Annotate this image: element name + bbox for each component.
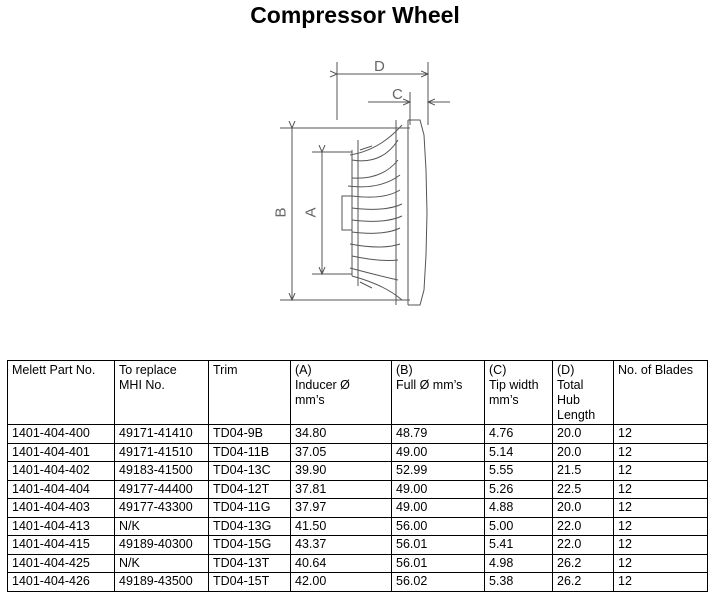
table-cell: TD04-13T <box>209 554 291 573</box>
table-row <box>8 554 708 573</box>
table-cell: 26.2 <box>553 573 614 592</box>
column-header-line: Length <box>557 408 596 422</box>
column-header <box>209 361 291 425</box>
table-cell: 1401-404-404 <box>8 480 115 499</box>
table-cell: 12 <box>614 536 708 555</box>
column-header-line: To replace <box>119 363 177 377</box>
table-cell: 12 <box>614 462 708 481</box>
table-cell: 20.0 <box>553 499 614 518</box>
table-cell: 22.0 <box>553 517 614 536</box>
table-row <box>8 536 708 555</box>
column-header-line: Melett Part No. <box>12 363 96 377</box>
column-header-line: Full Ø mm’s <box>396 378 463 392</box>
table-cell: 56.01 <box>392 554 485 573</box>
column-header <box>115 361 209 425</box>
table-cell: 37.97 <box>291 499 392 518</box>
table-cell: N/K <box>115 517 209 536</box>
table-cell: 22.5 <box>553 480 614 499</box>
column-header-line: (A) <box>295 363 312 377</box>
table-cell: TD04-15G <box>209 536 291 555</box>
table-cell: 4.88 <box>485 499 553 518</box>
table-row <box>8 517 708 536</box>
dimension-label-d: D <box>374 58 385 75</box>
column-header-line: (B) <box>396 363 413 377</box>
table-cell: 37.81 <box>291 480 392 499</box>
table-cell: TD04-11B <box>209 443 291 462</box>
column-header-line: Trim <box>213 363 238 377</box>
column-header-line: Inducer Ø <box>295 378 350 392</box>
table-cell: 49171-41410 <box>115 425 209 444</box>
table-cell: 5.26 <box>485 480 553 499</box>
table-cell: 12 <box>614 443 708 462</box>
table-cell: 4.76 <box>485 425 553 444</box>
table-row <box>8 480 708 499</box>
table-cell: TD04-12T <box>209 480 291 499</box>
table-row <box>8 462 708 481</box>
table-cell: 40.64 <box>291 554 392 573</box>
column-header <box>392 361 485 425</box>
table-cell: 1401-404-415 <box>8 536 115 555</box>
table-cell: 1401-404-426 <box>8 573 115 592</box>
table-cell: N/K <box>115 554 209 573</box>
table-cell: 12 <box>614 517 708 536</box>
column-header <box>553 361 614 425</box>
table-cell: TD04-11G <box>209 499 291 518</box>
table-cell: 1401-404-403 <box>8 499 115 518</box>
table-cell: 56.01 <box>392 536 485 555</box>
table-cell: 37.05 <box>291 443 392 462</box>
dimension-label-b: B <box>272 207 290 218</box>
table-body <box>8 425 708 592</box>
table-cell: 49177-44400 <box>115 480 209 499</box>
table-cell: 12 <box>614 573 708 592</box>
table-cell: 42.00 <box>291 573 392 592</box>
table-row <box>8 425 708 444</box>
column-header-line: mm’s <box>489 393 519 407</box>
table-cell: 1401-404-425 <box>8 554 115 573</box>
table-cell: 1401-404-402 <box>8 462 115 481</box>
table-cell: 52.99 <box>392 462 485 481</box>
table-cell: 49189-40300 <box>115 536 209 555</box>
table-header-row <box>8 361 708 425</box>
table-cell: 49.00 <box>392 480 485 499</box>
table-row <box>8 573 708 592</box>
table-cell: 56.02 <box>392 573 485 592</box>
column-header <box>8 361 115 425</box>
table-cell: 56.00 <box>392 517 485 536</box>
column-header-line: (C) <box>489 363 507 377</box>
table-cell: TD04-13C <box>209 462 291 481</box>
table-cell: TD04-9B <box>209 425 291 444</box>
table-cell: 1401-404-401 <box>8 443 115 462</box>
spec-table <box>7 360 708 592</box>
table-cell: 5.14 <box>485 443 553 462</box>
column-header-line: mm’s <box>295 393 325 407</box>
table-cell: 1401-404-413 <box>8 517 115 536</box>
table-cell: 20.0 <box>553 443 614 462</box>
table-cell: 26.2 <box>553 554 614 573</box>
table-cell: 41.50 <box>291 517 392 536</box>
table-cell: 21.5 <box>553 462 614 481</box>
column-header-line: No. of Blades <box>618 363 694 377</box>
table-cell: TD04-15T <box>209 573 291 592</box>
column-header-line: MHI No. <box>119 378 165 392</box>
table-cell: 5.38 <box>485 573 553 592</box>
table-cell: 43.37 <box>291 536 392 555</box>
table-cell: 5.00 <box>485 517 553 536</box>
table-row <box>8 499 708 518</box>
table-cell: 22.0 <box>553 536 614 555</box>
table-cell: 20.0 <box>553 425 614 444</box>
table-cell: 49183-41500 <box>115 462 209 481</box>
table-cell: 12 <box>614 480 708 499</box>
table-cell: 5.55 <box>485 462 553 481</box>
table-cell: 1401-404-400 <box>8 425 115 444</box>
page-title: Compressor Wheel <box>250 2 460 28</box>
table-cell: 49.00 <box>392 443 485 462</box>
table-cell: 5.41 <box>485 536 553 555</box>
table-cell: 39.90 <box>291 462 392 481</box>
table-cell: 49177-43300 <box>115 499 209 518</box>
table-cell: 49.00 <box>392 499 485 518</box>
table-cell: 12 <box>614 499 708 518</box>
table-cell: 12 <box>614 554 708 573</box>
table-cell: TD04-13G <box>209 517 291 536</box>
table-row <box>8 443 708 462</box>
table-cell: 12 <box>614 425 708 444</box>
column-header-line: (D) <box>557 363 575 377</box>
table-cell: 34.80 <box>291 425 392 444</box>
table-cell: 49189-43500 <box>115 573 209 592</box>
column-header-line: Total <box>557 378 584 392</box>
column-header-line: Tip width <box>489 378 539 392</box>
column-header <box>614 361 708 425</box>
column-header <box>291 361 392 425</box>
table-cell: 49171-41510 <box>115 443 209 462</box>
dimension-label-c: C <box>392 86 403 103</box>
dimension-label-a: A <box>302 207 320 218</box>
table-cell: 48.79 <box>392 425 485 444</box>
table-cell: 4.98 <box>485 554 553 573</box>
column-header <box>485 361 553 425</box>
column-header-line: Hub <box>557 393 580 407</box>
